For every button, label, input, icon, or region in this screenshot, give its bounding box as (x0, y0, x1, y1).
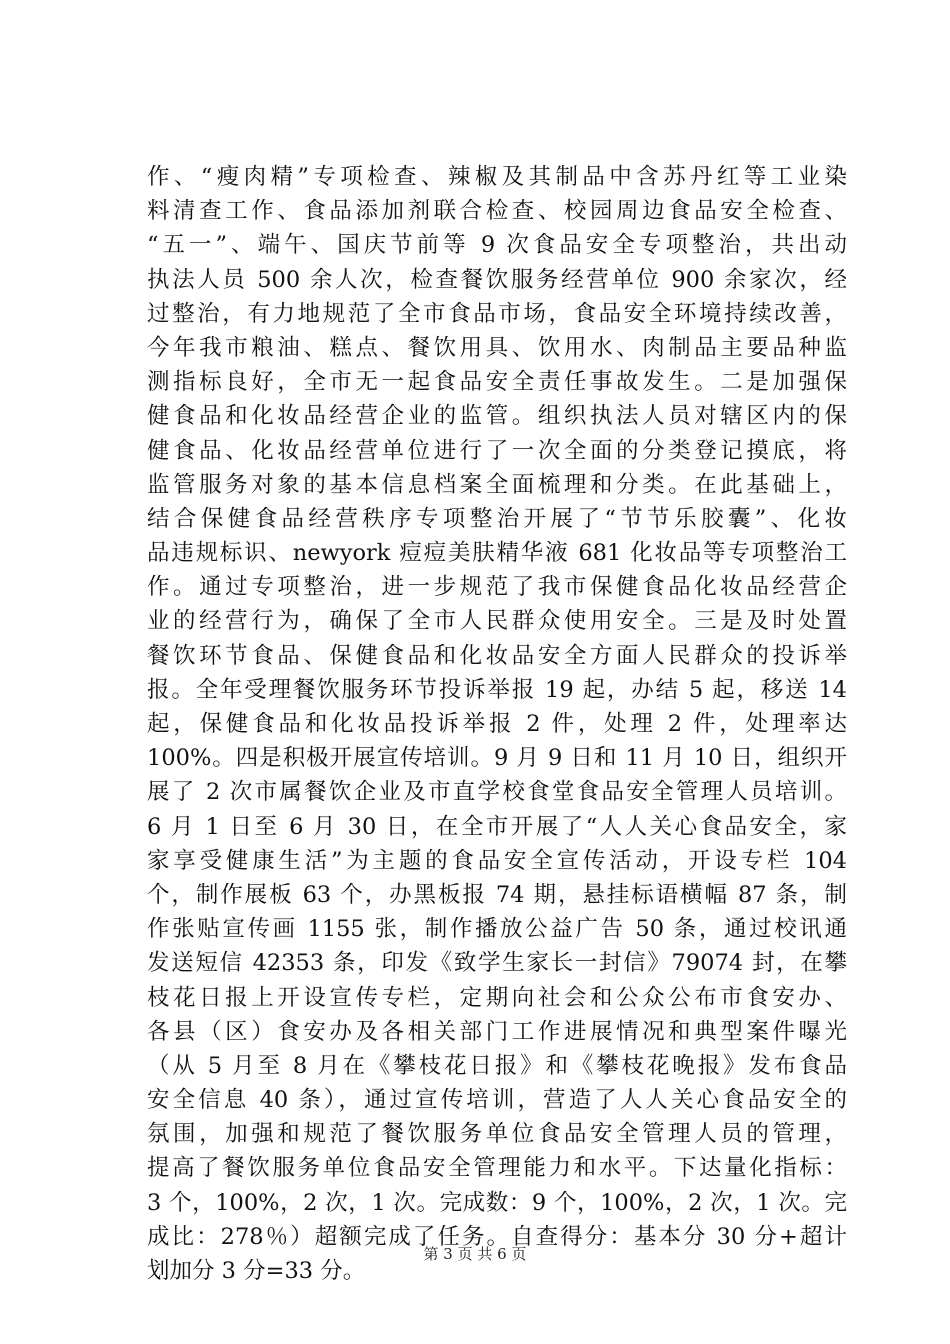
text-line: 个，制作展板 63 个，办黑板报 74 期，悬挂标语横幅 87 条，制 (147, 881, 847, 908)
text-line: 成比：278％）超额完成了任务。自查得分：基本分 30 分+超计 (147, 1223, 847, 1250)
text-line: 枝花日报上开设宣传专栏，定期向社会和公众公布市食安办、 (147, 984, 847, 1011)
page-number-footer: 第 3 页 共 6 页 (423, 1245, 527, 1263)
body-text (147, 160, 847, 1288)
text-line: 测指标良好，全市无一起食品安全责任事故发生。二是加强保 (147, 369, 847, 396)
text-line: （从 5 月至 8 月在《攀枝花日报》和《攀枝花晚报》发布食品 (147, 1052, 847, 1079)
text-line: “五一”、端午、国庆节前等 9 次食品安全专项整治，共出动 (147, 232, 847, 259)
text-line: 料清查工作、食品添加剂联合检查、校园周边食品安全检查、 (147, 198, 847, 225)
text-line: 作张贴宣传画 1155 张，制作播放公益广告 50 条，通过校讯通 (147, 916, 847, 943)
text-line: 结合保健食品经营秩序专项整治开展了“节节乐胶囊”、化妆 (147, 505, 847, 532)
text-line: 起，保健食品和化妆品投诉举报 2 件，处理 2 件，处理率达 (147, 711, 847, 737)
text-line: 6 月 1 日至 6 月 30 日，在全市开展了“人人关心食品安全，家 (147, 813, 847, 840)
text-line: 执法人员 500 余人次，检查餐饮服务经营单位 900 余家次，经 (147, 266, 847, 293)
text-line: 安全信息 40 条），通过宣传培训，营造了人人关心食品安全的 (147, 1087, 847, 1114)
text-line: 品违规标识、newyork 痘痘美肤精华液 681 化妆品等专项整治工 (147, 540, 847, 567)
text-line: 发送短信 42353 条，印发《致学生家长一封信》79074 封，在攀 (147, 950, 847, 977)
text-line: 100%。四是积极开展宣传培训。9 月 9 日和 11 月 10 日，组织开 (147, 745, 847, 772)
text-line: 作、“瘦肉精”专项检查、辣椒及其制品中含苏丹红等工业染 (147, 164, 847, 190)
text-line: 各县（区）食安办及各相关部门工作进展情况和典型案件曝光 (147, 1018, 847, 1045)
text-line: 过整治，有力地规范了全市食品市场，食品安全环境持续改善， (147, 300, 847, 327)
text-line: 3 个，100%，2 次，1 次。完成数：9 个，100%，2 次，1 次。完 (147, 1189, 847, 1216)
text-line: 划加分 3 分=33 分。 (147, 1258, 366, 1284)
text-line: 餐饮环节食品、保健食品和化妆品安全方面人民群众的投诉举 (147, 642, 847, 669)
text-line: 报。全年受理餐饮服务环节投诉举报 19 起，办结 5 起，移送 14 (147, 676, 847, 703)
text-line: 业的经营行为，确保了全市人民群众使用安全。三是及时处置 (147, 608, 847, 635)
text-line: 健食品和化妆品经营企业的监管。组织执法人员对辖区内的保 (147, 403, 847, 430)
text-line: 展了 2 次市属餐饮企业及市直学校食堂食品安全管理人员培训。 (147, 779, 847, 806)
text-line: 提高了餐饮服务单位食品安全管理能力和水平。下达量化指标： (147, 1155, 847, 1182)
text-line: 家享受健康生活”为主题的食品安全宣传活动，开设专栏 104 (147, 847, 847, 874)
text-line: 监管服务对象的基本信息档案全面梳理和分类。在此基础上， (147, 471, 847, 498)
text-line: 今年我市粮油、糕点、餐饮用具、饮用水、肉制品主要品种监 (147, 334, 847, 361)
text-line: 健食品、化妆品经营单位进行了一次全面的分类登记摸底，将 (147, 437, 847, 464)
text-line: 氛围，加强和规范了餐饮服务单位食品安全管理人员的管理， (147, 1121, 847, 1148)
text-line: 作。通过专项整治，进一步规范了我市保健食品化妆品经营企 (147, 574, 847, 601)
